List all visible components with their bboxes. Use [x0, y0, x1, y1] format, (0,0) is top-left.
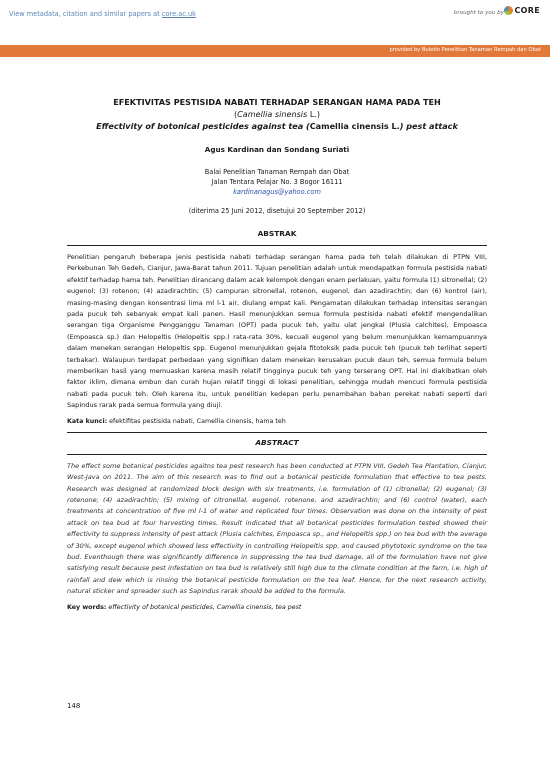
- author-email[interactable]: kardinanagus@yahoo.com: [233, 188, 321, 196]
- abstract-divider-top: [67, 432, 487, 433]
- core-link-prefix: View metadata, citation and similar papers at: [9, 10, 160, 18]
- core-logo-text: CORE: [514, 6, 540, 15]
- paper-title: EFEKTIVITAS PESTISIDA NABATI TERHADAP SERANGAN HAMA PADA TEH: [113, 97, 441, 107]
- kata-kunci-text: efektifitas pestisida nabati, Camellia cinensis, hama teh: [107, 417, 286, 425]
- paper-subtitle: [67, 108, 487, 120]
- abstract-text: The effect some botanical pesticides agaitns tea pest research has been conducted at PTPN VIII, Gedeh Tea Plantation, Cianjur, West-Java on 2011. The aim of this research was to find out a botanical pesticide formulation that effective to tea pests. Research was designed at randomized block design with six treatments, i.e. formulation of (1) citronellal; (2) eugenol; (3) rotenone; (4) azadirachtin; (5) mixing of citronellal, eugenol, rotenone, and azadirachtin; and (6) control (water), each treatments at concentration of five ml l-1 of water and replicated four times. Observation was done on the intensity of pest attack on tea bud at four harvesting times. Result indicated that all botanical pesticides formulation tested showed their effectivity to suppress intensity of pest attack (Plusia calchites, Empoasca sp., and Helopeltis spp.) on tea bud with the average of 30%, except eugenol which showed less effectivity in controlling Helopeltis spp. and caused phytotoxic syndrome on the tea bud. Eventhough there was significantly difference in suppressing the tea bud damage, all of the formulation have not give satisfying result because pest infestation on tea bud is relatively still high due to the climate condition at the farm, i.e. high of rainfall and dew which is rinsing the botanical pesticide formulation on the tea leaf. Hence, for the next research activity, natural sticker and spreader such as Sapindus rarak should be added to the formula.: [67, 461, 487, 596]
- affiliation-institution: Balai Penelitian Tanaman Rempah dan Obat: [204, 168, 350, 176]
- received-accepted-dates: (diterima 25 Juni 2012, disetujui 20 September 2012): [188, 207, 366, 215]
- subtitle-open: (: [233, 109, 238, 119]
- abstract-divider: [67, 454, 487, 455]
- abstrak-heading: ABSTRAK: [257, 229, 297, 238]
- keywords-label: Key words:: [67, 603, 107, 611]
- provided-by-bar: [0, 45, 550, 57]
- provided-by-text[interactable]: provided by Buletin Penelitian Tanaman Rempah dan Obat: [389, 47, 541, 53]
- subtitle-close: L.): [307, 109, 321, 119]
- abstrak-text: Penelitian pengaruh beberapa jenis pestisida nabati terhadap serangan hama pada teh telah dilakukan di PTPN VIII, Perkebunan Teh Gedeh, Cianjur, Jawa-Barat tahun 2011. Tujuan penelitian adalah untuk mendapatkan formula pestisida nabati efektif terhadap hama teh. Penelitian dirancang dalam acak kelompok dengan enam perlakuan, yaitu formula (1) sitronellal; (2) eugenol; (3) rotenon; (4) azadirachtin; (5) campuran sitronellal, rotenon, eugenol, dan azadirachtin; dan (6) kontrol (air), masing-masing dengan konsentrasi lima ml l-1 air, diulang empat kali. Pengamatan dilakukan terhadap intensitas serangan pada pucuk teh sebanyak empat kali panen. Hasil menunjukkan semua formula pestisida nabati efektif mengendalikan serangan tiga Organisme Pengganggu Tanaman (OPT) pada pucuk teh, yaitu ulat jengkal (Plusia calchites), Empoasca (Empoasca sp.) dan Helopeltis (Helopeltis spp.) rata-rata 30%, kecuali eugenol yang belum menunjukkan kemampuannya dalam menekan serangan Helopeltis spp. Eugenol menunjukkan gejala fitotoksik pada pucuk teh (pucuk teh terlihat seperti terbakar). Walaupun terdapat perbedaan yang signifikan dalam menekan kerusakan pucuk daun teh, semua formula belum memberikan hasil yang memuaskan karena masih relatif tingginya pucuk teh yang terserang OPT. Hal ini diakibatkan oleh faktor iklim, dimana embun dan curah hujan relatif tinggi di lokasi penelitian, sehingga mudah mencuci formula pestisida nabati pada pucuk teh. Oleh karena itu, untuk penelitian kedepan perlu penambahan bahan perekat nabati seperti dari Sapindus rarak pada semua formula yang diuji.: [67, 253, 487, 410]
- subtitle-species: Camellia sinensis: [237, 109, 308, 119]
- core-metadata-link[interactable]: [9, 10, 196, 18]
- core-header: [0, 0, 550, 42]
- kata-kunci-label: Kata kunci:: [67, 417, 108, 425]
- keywords: [67, 604, 487, 611]
- english-title: [67, 120, 487, 132]
- affiliation: [67, 167, 487, 197]
- core-link-site[interactable]: core.ac.uk: [161, 10, 196, 18]
- brought-by-text: brought to you by: [453, 10, 504, 16]
- en-title-species: Camellia cinensis L.: [309, 121, 400, 131]
- core-logo[interactable]: [504, 6, 541, 15]
- affiliation-address: Jalan Tentara Pelajar No. 3 Bogor 16111: [211, 178, 343, 186]
- keywords-text: effectivity of botanical pesticides, Camellia cinensis, tea pest: [106, 603, 302, 611]
- authors: Agus Kardinan dan Sondang Suriati: [204, 145, 350, 154]
- abstrak-divider: [67, 245, 487, 246]
- en-title-a: Effectivity of botonical pesticides against tea (: [96, 121, 310, 131]
- kata-kunci: [67, 418, 487, 425]
- abstract-heading: ABSTRACT: [255, 437, 299, 447]
- paper-body: [67, 96, 487, 611]
- core-logo-icon: [504, 6, 513, 15]
- en-title-b: ) pest attack: [399, 121, 458, 131]
- page-number: 148: [67, 702, 81, 710]
